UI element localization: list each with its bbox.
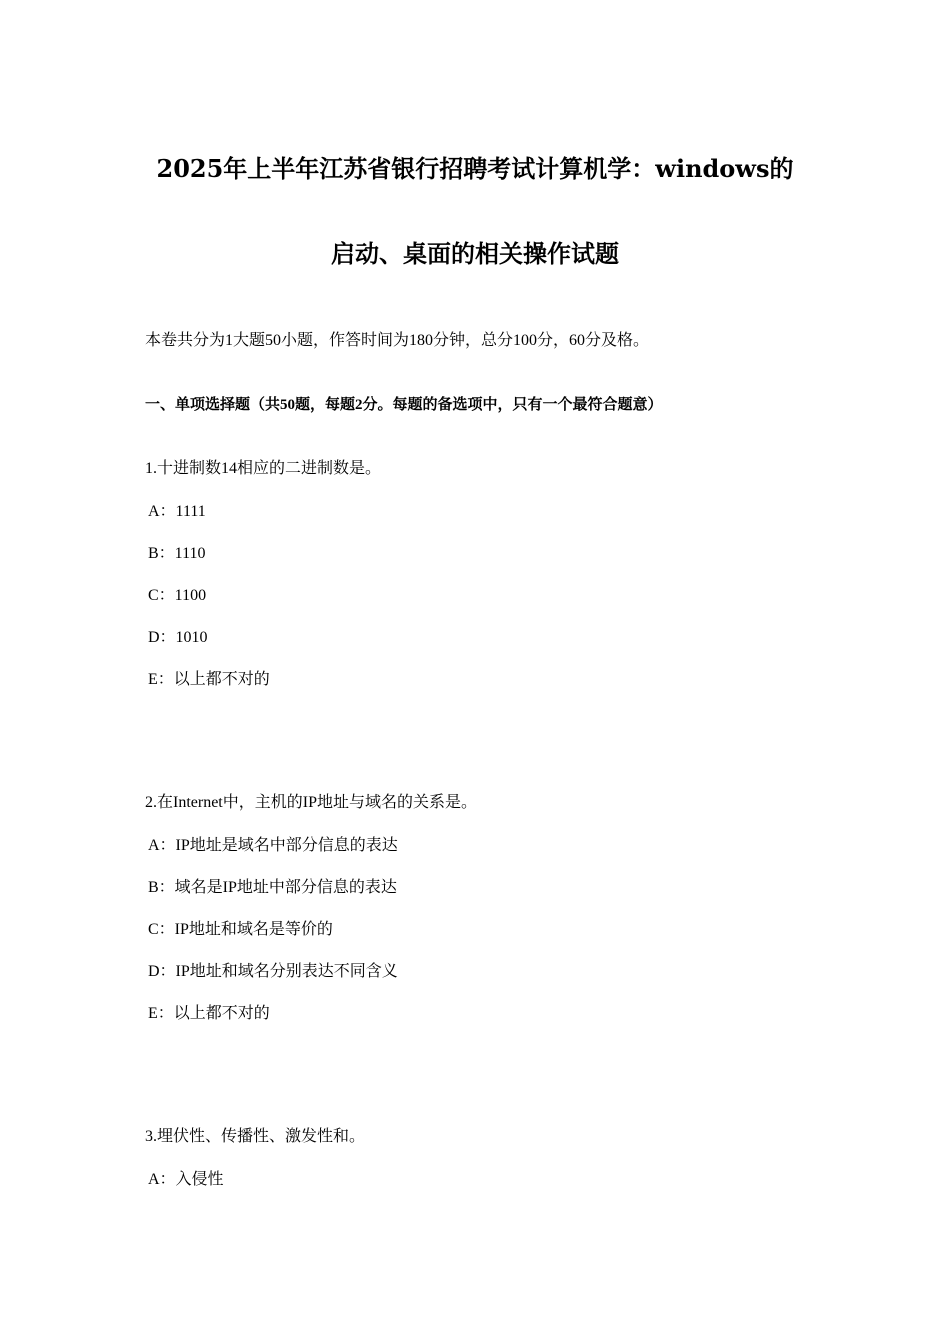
question-1-option-d: D：1010 bbox=[148, 629, 208, 646]
question-1-option-a: A：1111 bbox=[148, 503, 206, 520]
question-2-option-c: C：IP地址和域名是等价的 bbox=[148, 921, 333, 938]
question-1-option-e: E：以上都不对的 bbox=[148, 671, 270, 688]
question-1-option-b: B：1110 bbox=[148, 545, 206, 562]
question-3-stem: 3.埋伏性、传播性、激发性和。 bbox=[145, 1128, 366, 1145]
question-2-stem: 2.在Internet中，主机的IP地址与域名的关系是。 bbox=[145, 794, 477, 811]
question-1-option-c: C：1100 bbox=[148, 587, 207, 604]
question-2-option-e: E：以上都不对的 bbox=[148, 1005, 270, 1022]
question-2-option-a: A：IP地址是域名中部分信息的表达 bbox=[148, 837, 398, 854]
document-title-line-2: 启动、桌面的相关操作试题 bbox=[331, 239, 619, 268]
exam-intro: 本卷共分为1大题50小题，作答时间为180分钟，总分100分，60分及格。 bbox=[145, 332, 650, 349]
question-3-option-a: A：入侵性 bbox=[148, 1171, 224, 1188]
document-title-line-1: 2025年上半年江苏省银行招聘考试计算机学：windows的 bbox=[156, 154, 794, 183]
section-heading: 一、单项选择题（共50题，每题2分。每题的备选项中，只有一个最符合题意） bbox=[145, 397, 663, 413]
question-2-option-b: B：域名是IP地址中部分信息的表达 bbox=[148, 879, 397, 896]
question-1-stem: 1.十进制数14相应的二进制数是。 bbox=[145, 460, 382, 477]
question-2-option-d: D：IP地址和域名分别表达不同含义 bbox=[148, 963, 398, 980]
